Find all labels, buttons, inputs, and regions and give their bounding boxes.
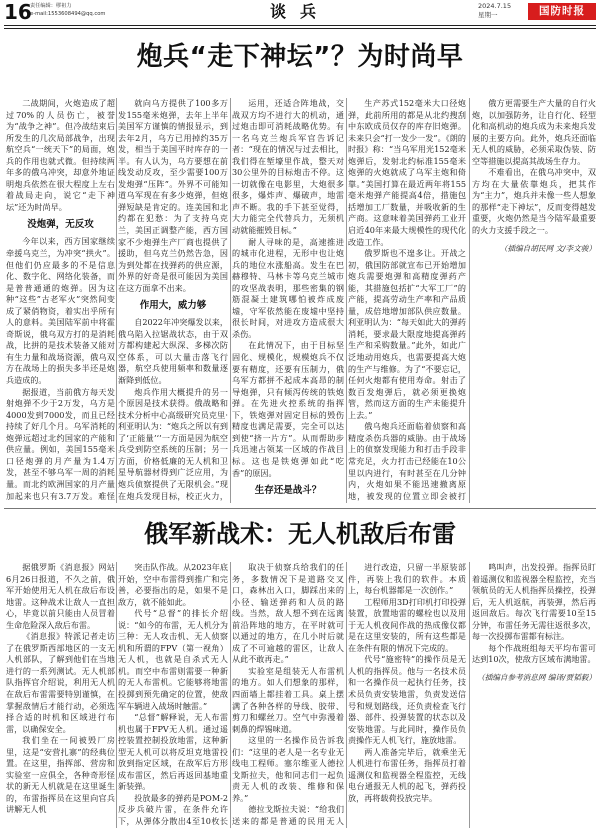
issue-weekday: 星期一 [478, 11, 498, 19]
newspaper-logo: 国防时报 [528, 3, 596, 20]
paragraph: 鸣叫声，出发投弹。指挥员盯着遥测仪和监视器全程监控，充当领航员的无人机指挥员操控，投弹后，无人机返航，再装弹，然后再返回敌后。每次飞行需要10至15分钟，布雷任务无需往返很多次，每一次投掷布雷都有标注。 [472, 562, 596, 642]
paragraph [232, 502, 344, 503]
paragraph: 不难看出，在俄乌冲突中，双方均在大量依靠炮兵，把其作为“主力”，炮兵并未像一些人想象的那样“走下神坛”，反而变得越发重要，火炮仍然是当今陆军最重要的火力支援手段之一。 [472, 167, 596, 236]
paragraph: 今年以来，西方国家继续牵援乌克兰，为冲突“拱火”。但他们仍应最多的不是信息化、数字化、网络化装备，而是普普通通的炮弹。因为这种“这些”古老军火”突然间变成了紧俏物资，着实出乎所有人的意料。美国陆军前中将霍奇斯说，俄乌双方打的是消耗战，比拼的是技术装备又能对有生力量和战场资源，俄乌双方在战场上的损失多半还是炮兵造成的。 [6, 236, 115, 386]
column-divider [230, 562, 231, 828]
article2-column-5 [472, 562, 596, 828]
paragraph: 耐人寻味的是，高速推进的城市化进程，无形中也让炮兵的地位水涨船高。发生在巴赫穆特、马林卡等乌克兰城市的攻坚战表明，那些密集的钢筋混凝土建筑哪怕被炸成废墟，守军依然能在废墟中坚持很长时间，对进攻方造成很大杀伤。 [232, 236, 344, 339]
paragraph: 两人准备完毕后，就乘坐无人机进行布雷任务，指挥员打着遥测仪和监视器全程监控，无线电台通报无人机的起飞，弹药投放，再将载荷投放完毕。 [348, 746, 466, 803]
article1-column-1 [6, 98, 115, 503]
column-divider [469, 98, 470, 503]
issue-date: 2024.7.15 [478, 2, 512, 10]
header-rule-thin [4, 28, 596, 29]
paragraph: 德拉戈斯拉夫说：“给我们送来的都是普通的民用无人 [232, 804, 344, 827]
paragraph: 我们坐在一间被毁厂房里，这是“安营扎寨”的经典位置。在这里，指挥部、营房和实验室一应俱全，各种奇形怪状的新无人机就是在这里诞生的，布雷指挥员在这里向官兵讲解无人机 [6, 735, 115, 815]
article2-column-3 [232, 562, 344, 828]
paragraph: 进行改造，只留一半原装部件，再装上我们的软件。本质上，每台机器都是一次创作。” [348, 562, 466, 596]
article2-headline: 俄军新战术：无人机敌后布雷 [144, 520, 456, 548]
article1-headline: 炮兵“走下神坛”？为时尚早 [136, 42, 464, 72]
subheading: 作用大，威力够 [139, 300, 207, 312]
column-divider [346, 562, 347, 828]
paragraph: 代号“总督”的排长介绍说：“如今的布雷，无人机分为三种：无人攻击机、无人侦察机和所谓的FPV（第一视角）无人机，也就是自杀式无人机。而空中布雷则需要一种新的无人布雷机。它能够将地雷投掷到预先确定的位置，使敌军车辆进入战场时触雷。” [118, 608, 228, 711]
paragraph: 俄方更需要生产大量的自行火炮，以加强防务，让自行化、轻型化和高机动的炮兵成为未来炮兵发展的主要方向。此外，炮兵还面临无人机的威胁，必须采取伪装、防空等措施以提高其战场生存力。 [472, 98, 596, 166]
paragraph: 投放最多的弹药是POM-2反步兵破片雷，在条件允许下，从弹体分散出4至10枚长 [118, 792, 228, 827]
paragraph: 自2022年冲突爆发以来，俄乌陷入拉锯战状态，由于双方都构建起大纵深、多梯次防空体系，可以大量击落飞行器，航空兵使用频率和数量逐渐降到低位。 [118, 317, 228, 386]
article1-column-4 [348, 98, 466, 503]
paragraph: 运用，还适合阵地战，交战双方均不进行大的机动，通过炮击即可消耗战略优势。有一名乌克兰炮兵军官告诉记者：“现在的情况与过去相比，我们得在堑壕里作战，整天对30公里外的目标炮击不停。这一切就像在电影里，大炮很多很多，爆炸声、爆破声，地雷声不断。我的手下甚至觉得，大力能完全代替兵力，无须机动就能摧毁目标。” [232, 98, 344, 236]
column-divider [346, 98, 347, 503]
article1-column-3 [232, 98, 344, 503]
paragraph: 据俄罗斯《消息报》网站6月26日报道，不久之前，俄军开始使用无人机在敌后布设地雷。这种战术让敌人一直担心，毕竟以前只能由人员冒着生命危险深入敌后布雷。 [6, 562, 115, 630]
article-source-byline: （插编自参考消息网 编译/贾韬毅） [477, 672, 596, 682]
article-source-byline: （插编自胡民网 文/李文骏） [499, 243, 596, 253]
article-separator [4, 508, 596, 509]
issue-date-block [478, 2, 511, 20]
column-divider [116, 98, 117, 503]
paragraph: 二战期间，火炮造成了超过70%的人员伤亡，被誉为“战争之神”。但冷战结束后所发生的几次局部战争，出现航空兵“一统天下”的局面，炮兵的作用也就式微。但持续两年多的俄乌冲突，却意外地证明炮兵依然在很大程度上左右着战局走向，说它“走下神坛”还为时尚早。 [6, 98, 115, 212]
paragraph: 就向乌方提供了100多万发155毫米炮弹，去年上半年美国军方谨慎的情报显示，到去年2月，乌方已用掉约35万发，相当于美国平时库存的一半。有人认为，乌方要想在前线发动反攻，至少需要100万发炮弹“压阵”。外界不可能知道乌军现在有多少炮弹，但炮弹短缺是肯定的。连美国和北约都在犯愁：为了支持乌克兰，美国正调整产能，西方国家不少炮弹生产厂商也提供了援助，但乌克兰仍然告急，因为到处都在找弹药的供应源，外界的好奇是很可能因为美国在这方面拿不出来。 [118, 98, 228, 293]
subheading: 没炮弹，无反攻 [27, 219, 94, 231]
paragraph: 每个作战班组每天平均布雷可达到10次，使敌方区域布满地雷。 [472, 642, 596, 665]
paragraph: 这里的一名操作员告诉我们：“这里的老人是一名专业无线电工程师。塞尔维亚人德拉戈斯拉夫，他和同志们一起负责无人机的改装、维修和保养。” [232, 735, 344, 803]
paragraph: 在此情况下，由于目标坚固化、规模化，规模炮兵不仅要有精度，还要有压制力，俄乌军方都拼不起成本高昂的制导炮弹，只有倾泻传统的铁炮弹。在先进火控系统的指挥下，铁炮弹对固定目标的毁伤精度也满足需要，完全可以达到使“挤一片方”。从而帮助步兵迅速占领某一区域的作战目标。这也是铁炮弹如此“吃香”的原因。 [232, 340, 344, 478]
article2-column-1 [6, 562, 115, 828]
article2-column-2 [118, 562, 228, 828]
article1-column-5 [472, 98, 596, 503]
header-rule [4, 25, 596, 26]
editor-email: e-mail:1553608494@qq.com [30, 11, 106, 17]
article2-column-4 [348, 562, 466, 828]
column-divider [230, 98, 231, 503]
paragraph: 据报道，当前俄方每天发射炮弹不少于2万发，乌方是4000发到7000发，而且已经持续了好几个月。乌军消耗的炮弹远超过北约国家的产能和供应量。例如，美国155毫米口径炮弹的月产量为1.4万发，甚至不够乌军一周的消耗量。而北约欧洲国家的月产量加起来也只有3.7万发。难怪 [6, 386, 115, 501]
paragraph: 俄罗斯也不遑多让。开战之初，俄国防部就宣布已开始增加炮兵需要炮弹和高精度弹药产能，其措施包括扩“大军工厂”的产能，提高劳动生产率和产品质量，成倍地增加部队供应数量。利亚明认为：“每天如此大的弹药消耗，要求最大限度地提高弹药生产和采购数量。”此外，如此广泛地动用炮兵，也需要提高大炮的生产与维修。为了“不要忘记，任何火炮都有使用寿命。射击了数百发炮弹后，就必须更换炮管，然而这方面的生产未能提升上去。” [348, 248, 466, 420]
paragraph: “总督”解释说，无人布雷机也属于FPV无人机。通过遥控装置控制投放地雷，这种新型无人机可以将反坦克地雷投放到指定区域，在敌军后方形成布雷区，然后再返回基地重新装弹。 [118, 712, 228, 792]
paragraph: 工程师用3D打印机打印投弹装置，放置地雷的螺栓也以及用于无人机夜间作战的热成像仪都是在这里安装的，所有这些都是在条件有限的情况下完成的。 [348, 596, 466, 653]
page-header [0, 0, 600, 24]
section-title: 谈兵 [269, 2, 330, 21]
paragraph: 突击队作战。从2023年底开始，空中布雷得到推广和完善，必要指出的是，如果不是敌方，就不能如此。 [118, 562, 228, 607]
column-divider [469, 562, 470, 828]
paragraph: 炮兵作用大概提升的另一个原因是技术获得。俄战略和技术分析中心高级研究员克里·利亚明认为：“炮兵之所以有到了‘正能量’‘’一方面是因为航空兵受到防空系统的压制；另一方面，价格低廉的无人机和卫星导航器材得到广泛应用，为炮兵侦察提供了无限机会。”现在炮兵发现目标，校正火力， [118, 386, 228, 501]
paragraph: 取决于侦察兵给我们的任务，多数情况下是道路交叉口，森林出入口，脚踩出来的小径、输送弹药和人员的路线。当然，敌人想不到在远离前沿阵地的地方，在平时就可以通过的地方，在几小时后就成了不可逾越的雷区，让敌人从此不敢再走。” [232, 562, 344, 665]
column-divider [116, 562, 117, 828]
paragraph: 代号“施密特”的操作员是无人机的指挥员。他与一名技术员和一名操作员一起执行任务，技术员负责安装地雷，负责发送信号和规划路线，还负责检查飞行器、部件、投弹装置的状态以及安装地雷。与此同时，操作员负责操作无人机飞行，施放地雷。 [348, 654, 466, 746]
paragraph: 俄乌炮兵还面临着侦察和高精度杀伤兵器的威胁。由于战场上的侦察发现能力和打击手段非常充足，火力打击已经能在10公里以内进行，有时甚至在几分钟内，火炮如果不能迅速撤离原地，被发现的位置立即会被打 [348, 421, 466, 501]
editor-name: 责任编辑：缪祖力 [30, 3, 72, 9]
paragraph: 生产苏式152毫米大口径炮弹，此前所用的都是从北约搜刮中东欧成员仅存的库存旧炮弹。未来只会“打一发少一发”。《朗的时报》称：“当乌军用光152毫米炮弹后，发射北约标准155毫米炮弹的火炮就成了乌军主炮和倚靠。”美国打算在最近两年将155毫米炮弹产能提高4倍，措施包括增加工厂数量，并吸收新的生产商。这意味着美国弹药工业开启近40年来最大规模性的现代化改造工作。 [348, 98, 466, 247]
article1-column-2 [118, 98, 228, 503]
paragraph: 实验室是组装无人布雷机的地方。如人们想象的那样，四面墙上都挂着工具。桌上摆满了各种各样的导线、胶带、剪刀和螺丝刀。空气中弥漫着刺鼻的焊锡味道。 [232, 665, 344, 734]
paragraph: 《消息报》特派记者走访了在俄罗斯西部地区的一支无人机部队，了解到他们在当地进行的一系列测试。无人机部队指挥官介绍说，利用无人机在敌后布雷需要特别谨慎，在掌握敌情后才能行动，必须选择合适的时机和区域进行布雷，以确保安全。 [6, 631, 115, 734]
page-number: 16 [4, 0, 32, 24]
subheading: 生存还是战斗？ [254, 485, 322, 497]
